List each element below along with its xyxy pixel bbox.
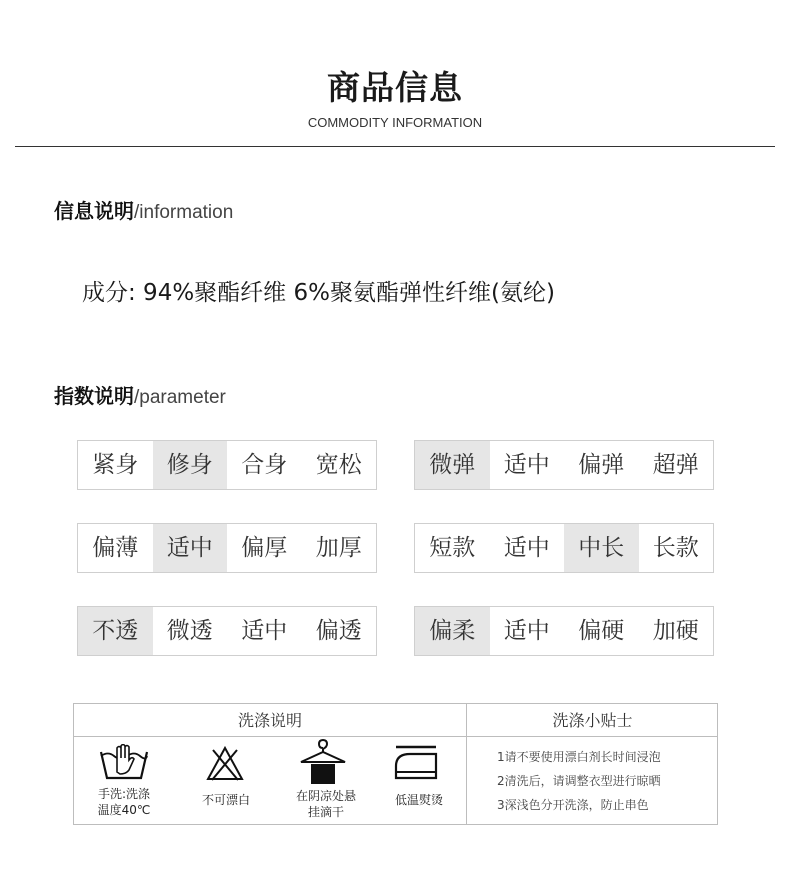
scale-option: 适中 (503, 452, 550, 478)
info-section-heading (54, 195, 233, 224)
scale-option: 适中 (241, 618, 288, 644)
composition-text: 成分: 94%聚酯纤维 6%聚氨酯弹性纤维(氨纶) (82, 280, 555, 306)
scale-option: 偏透 (315, 618, 362, 644)
hang-dry-shade-icon (298, 737, 348, 787)
no-bleach-label-line1: 不可漂白 (201, 793, 250, 807)
info-heading-zh: 信息说明 (54, 199, 134, 223)
scale-option: 超弹 (652, 452, 699, 478)
care-tip: 1请不要使用漂白剂长时间浸泡 (497, 750, 661, 764)
scale-option: 不透 (78, 607, 153, 655)
no-bleach-icon (205, 744, 245, 784)
low-iron-label (382, 792, 456, 808)
hang-dry-label-line2: 挂滴干 (307, 805, 344, 819)
scale-option: 偏柔 (415, 607, 490, 655)
scale-option: 加厚 (315, 535, 362, 561)
scale-fit (77, 440, 377, 490)
hand-wash-label (87, 786, 161, 818)
scale-softness (414, 606, 714, 656)
scale-option: 适中 (153, 524, 228, 572)
scale-option: 修身 (153, 441, 228, 489)
scale-option: 宽松 (315, 452, 362, 478)
care-tip: 2清洗后，请调整衣型进行晾晒 (497, 774, 661, 788)
hang-dry-label-line1: 在阴凉处悬 (295, 789, 356, 803)
scale-option: 中长 (564, 524, 639, 572)
hand-wash-label-line1: 手洗:洗涤 (97, 787, 151, 801)
page-subtitle: COMMODITY INFORMATION (307, 115, 483, 130)
scale-option: 偏弹 (578, 452, 625, 478)
scale-option: 加硬 (652, 618, 699, 644)
scale-thickness (77, 523, 377, 573)
param-heading-zh: 指数说明 (54, 384, 134, 408)
care-tips-title: 洗涤小贴士 (467, 704, 718, 737)
care-instructions-title: 洗涤说明 (74, 704, 466, 737)
scale-option: 微透 (166, 618, 213, 644)
scale-option: 偏厚 (241, 535, 288, 561)
scale-option: 紧身 (92, 452, 139, 478)
scale-option: 偏薄 (92, 535, 139, 561)
scale-option: 微弹 (415, 441, 490, 489)
care-table (73, 703, 718, 825)
scale-elasticity (414, 440, 714, 490)
scale-option: 适中 (503, 535, 550, 561)
care-tip: 3深浅色分开洗涤，防止串色 (497, 798, 649, 812)
param-section-heading (54, 380, 226, 409)
header-divider (15, 146, 775, 147)
hand-wash-label-line2: 温度40℃ (97, 803, 151, 817)
hand-wash-icon (98, 744, 150, 784)
scale-length (414, 523, 714, 573)
page-title: 商品信息 (327, 68, 463, 107)
scale-sheerness (77, 606, 377, 656)
care-column-divider (466, 704, 467, 824)
no-bleach-label (189, 792, 263, 808)
scale-option: 偏硬 (578, 618, 625, 644)
low-iron-label-line1: 低温熨烫 (394, 793, 443, 807)
scale-option: 合身 (241, 452, 288, 478)
low-iron-icon (392, 744, 440, 782)
scale-option: 长款 (652, 535, 699, 561)
scale-option: 短款 (429, 535, 476, 561)
scale-option: 适中 (503, 618, 550, 644)
param-heading-en: /parameter (134, 387, 226, 408)
info-heading-en: /information (134, 202, 234, 223)
hang-dry-label (281, 788, 371, 820)
